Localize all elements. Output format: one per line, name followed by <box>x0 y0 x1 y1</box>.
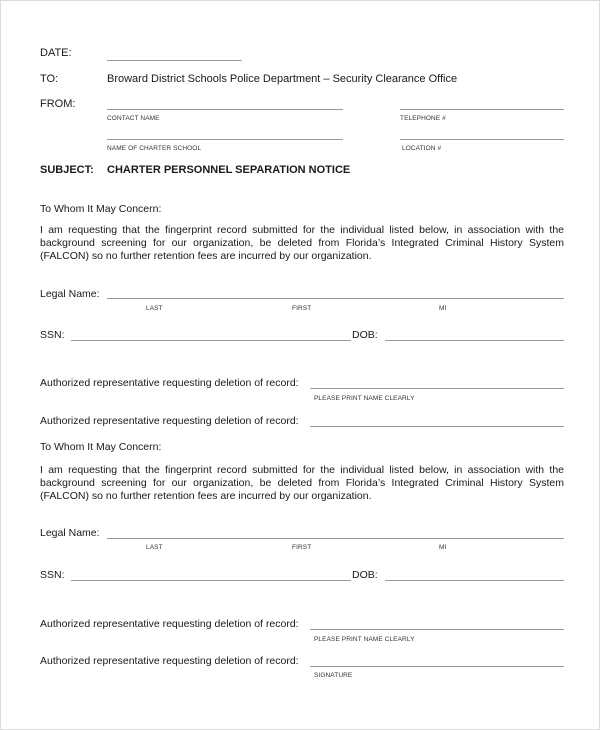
telephone-field[interactable] <box>400 109 564 110</box>
dob-field[interactable] <box>385 580 564 581</box>
first-caption: FIRST <box>292 305 312 312</box>
first-caption: FIRST <box>292 544 312 551</box>
authorized-rep-label: Authorized representative requesting deletion of record: <box>40 655 299 667</box>
last-caption: LAST <box>146 305 163 312</box>
authorized-rep-print-name-field[interactable] <box>310 629 564 630</box>
mi-caption: MI <box>439 544 447 551</box>
authorized-rep-label: Authorized representative requesting deletion of record: <box>40 618 299 630</box>
last-caption: LAST <box>146 544 163 551</box>
telephone-caption: TELEPHONE # <box>400 115 446 122</box>
legal-name-field[interactable] <box>107 538 564 539</box>
salutation: To Whom It May Concern: <box>40 441 162 453</box>
location-field[interactable] <box>400 139 564 140</box>
authorized-rep-field[interactable] <box>310 426 564 427</box>
legal-name-label: Legal Name: <box>40 288 100 300</box>
charter-school-field[interactable] <box>107 139 343 140</box>
ssn-field[interactable] <box>71 580 351 581</box>
authorized-rep-label: Authorized representative requesting deletion of record: <box>40 377 299 389</box>
to-label: TO: <box>40 73 59 85</box>
from-label: FROM: <box>40 98 76 110</box>
authorized-rep-signature-field[interactable] <box>310 666 564 667</box>
ssn-label: SSN: <box>40 329 65 341</box>
salutation: To Whom It May Concern: <box>40 203 162 215</box>
date-label: DATE: <box>40 47 72 59</box>
date-field[interactable] <box>107 60 242 61</box>
subject-label: SUBJECT: <box>40 164 94 176</box>
dob-field[interactable] <box>385 340 564 341</box>
legal-name-label: Legal Name: <box>40 527 100 539</box>
print-name-caption: PLEASE PRINT NAME CLEARLY <box>314 636 415 643</box>
request-paragraph: I am requesting that the fingerprint record submitted for the individual listed below, in association with the background screening for our organization, be deleted from Florida’s Integrated Criminal History System (FALCON) so no further retention fees are incurred by our organization. <box>40 224 564 262</box>
print-name-caption: PLEASE PRINT NAME CLEARLY <box>314 395 415 402</box>
dob-label: DOB: <box>352 569 378 581</box>
location-caption: LOCATION # <box>402 145 442 152</box>
contact-name-caption: CONTACT NAME <box>107 115 160 122</box>
contact-name-field[interactable] <box>107 109 343 110</box>
to-value: Broward District Schools Police Department – Security Clearance Office <box>107 73 458 85</box>
mi-caption: MI <box>439 305 447 312</box>
ssn-field[interactable] <box>71 340 351 341</box>
signature-caption: SIGNATURE <box>314 672 353 679</box>
request-paragraph: I am requesting that the fingerprint record submitted for the individual listed below, in association with the background screening for our organization, be deleted from Florida’s Integrated Criminal History System (FALCON) so no further retention fees are incurred by our organization. <box>40 464 564 502</box>
dob-label: DOB: <box>352 329 378 341</box>
ssn-label: SSN: <box>40 569 65 581</box>
subject-value: CHARTER PERSONNEL SEPARATION NOTICE <box>107 164 351 176</box>
authorized-rep-print-name-field[interactable] <box>310 388 564 389</box>
charter-school-caption: NAME OF CHARTER SCHOOL <box>107 145 202 152</box>
legal-name-field[interactable] <box>107 298 564 299</box>
authorized-rep-label: Authorized representative requesting deletion of record: <box>40 415 299 427</box>
